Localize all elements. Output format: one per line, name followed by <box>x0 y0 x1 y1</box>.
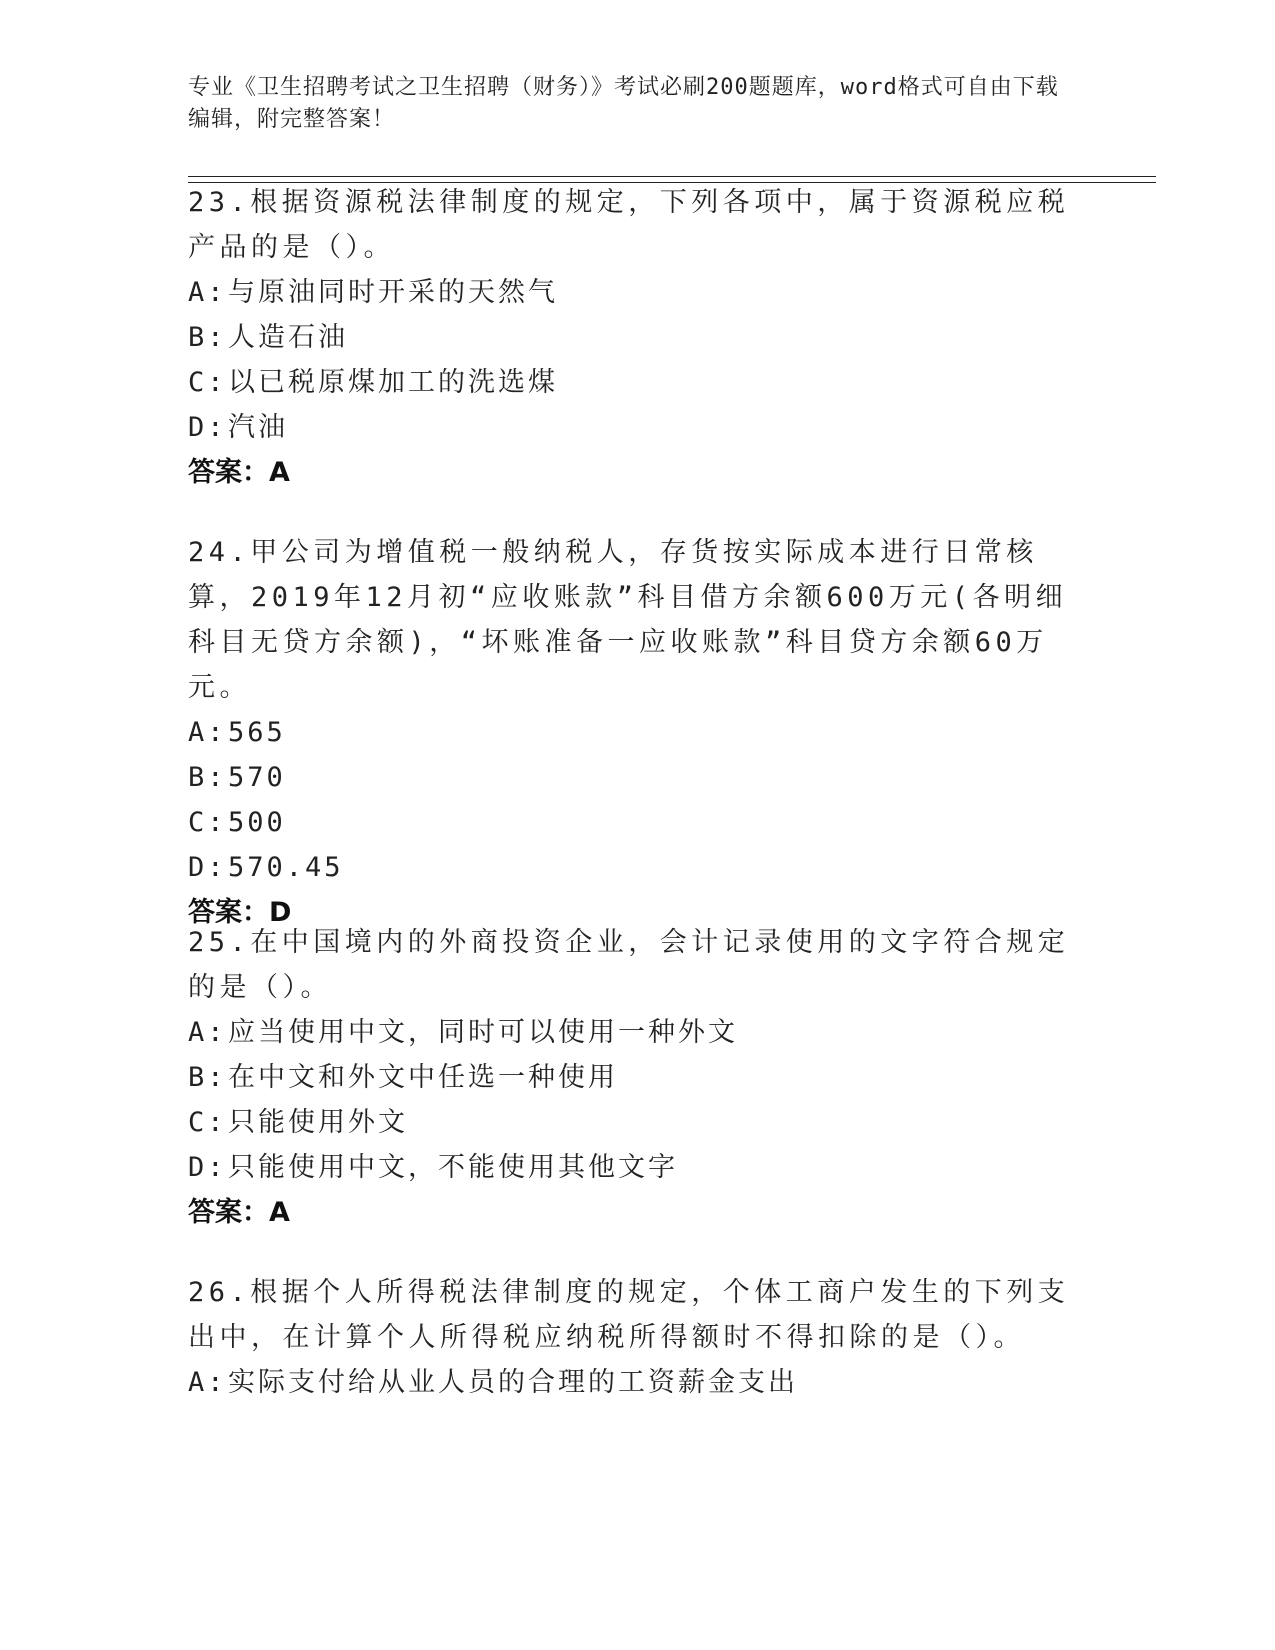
answer-line: 答案：D <box>188 897 292 928</box>
option-text: 500 <box>228 807 286 838</box>
answer-line: 答案：A <box>188 457 290 488</box>
question-stem: 26.根据个人所得税法律制度的规定，个体工商户发生的下列支出中，在计算个人所得税应纳税所得额时不得扣除的是（）。 <box>188 1277 1070 1353</box>
option-c <box>188 800 1088 845</box>
option-text: 应当使用中文，同时可以使用一种外文 <box>228 1017 738 1048</box>
question-stem: 24.甲公司为增值税一般纳税人，存货按实际成本进行日常核算，2019年12月初“应收账款”科目借方余额600万元(各明细科目无贷方余额)，“坏账准备一应收账款”科目贷方余额60万元。 <box>188 537 1068 703</box>
option-d <box>188 405 1088 450</box>
option-key: D: <box>188 412 227 443</box>
question-26 <box>188 1270 1088 1405</box>
option-text: 与原油同时开采的天然气 <box>228 277 558 308</box>
option-text: 只能使用中文，不能使用其他文字 <box>228 1152 678 1183</box>
option-a <box>188 710 1088 755</box>
option-b <box>188 1055 1088 1100</box>
answer-line: 答案：A <box>188 1197 290 1228</box>
option-d <box>188 845 1088 890</box>
question-stem: 23.根据资源税法律制度的规定，下列各项中，属于资源税应税产品的是（）。 <box>188 187 1070 263</box>
question-24 <box>188 530 1088 935</box>
option-key: A: <box>188 717 227 748</box>
option-text: 570.45 <box>228 852 344 883</box>
option-b <box>188 315 1088 360</box>
option-key: A: <box>188 1367 227 1398</box>
question-25 <box>188 920 1088 1235</box>
option-text: 实际支付给从业人员的合理的工资薪金支出 <box>228 1367 798 1398</box>
option-key: B: <box>188 322 227 353</box>
option-text: 570 <box>228 762 286 793</box>
option-text: 人造石油 <box>228 322 348 353</box>
option-key: A: <box>188 277 227 308</box>
option-c <box>188 360 1088 405</box>
option-key: C: <box>188 1107 227 1138</box>
option-key: D: <box>188 852 227 883</box>
option-b <box>188 755 1088 800</box>
option-text: 只能使用外文 <box>228 1107 408 1138</box>
option-key: A: <box>188 1017 227 1048</box>
option-key: C: <box>188 367 227 398</box>
option-d <box>188 1145 1088 1190</box>
option-text: 汽油 <box>228 412 288 443</box>
option-key: B: <box>188 1062 227 1093</box>
option-c <box>188 1100 1088 1145</box>
question-stem: 25.在中国境内的外商投资企业，会计记录使用的文字符合规定的是（）。 <box>188 927 1070 1003</box>
option-a <box>188 270 1088 315</box>
option-key: B: <box>188 762 227 793</box>
question-23 <box>188 180 1088 495</box>
option-a <box>188 1010 1088 1055</box>
option-text: 以已税原煤加工的洗选煤 <box>228 367 558 398</box>
option-key: C: <box>188 807 227 838</box>
option-a <box>188 1360 1088 1405</box>
document-header: 专业《卫生招聘考试之卫生招聘（财务）》考试必刷200题题库，word格式可自由下载编辑，附完整答案！ <box>188 75 1059 132</box>
option-text: 在中文和外文中任选一种使用 <box>228 1062 618 1093</box>
header-divider-top <box>188 176 1156 177</box>
option-key: D: <box>188 1152 227 1183</box>
option-text: 565 <box>228 717 286 748</box>
